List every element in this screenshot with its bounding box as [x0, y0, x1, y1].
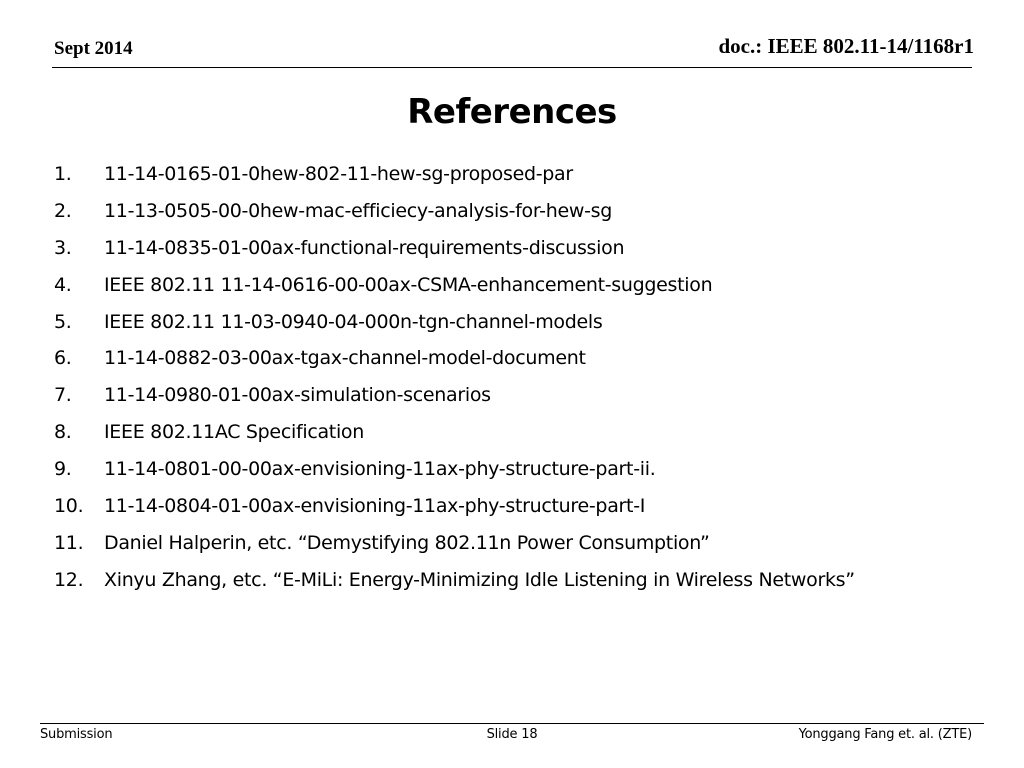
slide-title: References — [407, 92, 617, 132]
footer-divider — [40, 723, 984, 724]
list-item — [54, 414, 984, 451]
list-item — [54, 304, 984, 341]
header-date: Sept 2014 — [54, 38, 133, 59]
reference-list — [54, 156, 984, 599]
list-item-number: 1. — [54, 163, 72, 185]
footer-submission: Submission — [40, 727, 113, 742]
list-item-text: 11-14-0835-01-00ax-functional-requirements-discussion — [104, 236, 625, 259]
list-item — [54, 230, 984, 267]
list-item-text: 11-14-0980-01-00ax-simulation-scenarios — [104, 384, 491, 407]
footer-author: Yonggang Fang et. al. (ZTE) — [798, 727, 972, 742]
list-item-number: 3. — [54, 236, 72, 259]
list-item-text: IEEE 802.11 11-14-0616-00-00ax-CSMA-enhancement-suggestion — [104, 273, 713, 296]
list-item-number: 8. — [54, 421, 72, 444]
header-divider — [52, 67, 972, 68]
list-item-text: 11-14-0804-01-00ax-envisioning-11ax-phy-structure-part-I — [104, 495, 646, 518]
list-item-number: 2. — [54, 199, 72, 222]
list-item-number: 12. — [54, 568, 84, 591]
list-item-number: 6. — [54, 347, 72, 370]
list-item-text: 11-13-0505-00-0hew-mac-efficiecy-analysis-for-hew-sg — [104, 199, 612, 222]
list-item-number: 7. — [54, 384, 72, 407]
list-item — [54, 193, 984, 230]
list-item — [54, 562, 984, 599]
list-item-text: IEEE 802.11 11-03-0940-04-000n-tgn-channel-models — [104, 310, 603, 333]
list-item-text: IEEE 802.11AC Specification — [104, 421, 364, 444]
list-item-text: 11-14-0165-01-0hew-802-11-hew-sg-proposed-par — [104, 163, 573, 185]
list-item — [54, 377, 984, 414]
list-item-text: 11-14-0801-00-00ax-envisioning-11ax-phy-structure-part-ii. — [104, 458, 656, 481]
header-doc-id: doc.: IEEE 802.11-14/1168r1 — [718, 34, 974, 58]
list-item-number: 11. — [54, 531, 84, 554]
list-item — [54, 267, 984, 304]
list-item — [54, 525, 984, 562]
list-item-text: Xinyu Zhang, etc. “E-MiLi: Energy-Minimizing Idle Listening in Wireless Networks” — [104, 568, 855, 591]
list-item — [54, 451, 984, 488]
list-item-text: 11-14-0882-03-00ax-tgax-channel-model-document — [104, 347, 586, 370]
list-item-text: Daniel Halperin, etc. “Demystifying 802.11n Power Consumption” — [104, 531, 710, 554]
footer-slide-number: Slide 18 — [486, 727, 538, 742]
list-item-number: 5. — [54, 310, 72, 333]
list-item-number: 4. — [54, 273, 72, 296]
list-item-number: 9. — [54, 458, 72, 481]
list-item — [54, 340, 984, 377]
list-item-number: 10. — [54, 495, 84, 518]
list-item — [54, 156, 984, 193]
list-item — [54, 488, 984, 525]
